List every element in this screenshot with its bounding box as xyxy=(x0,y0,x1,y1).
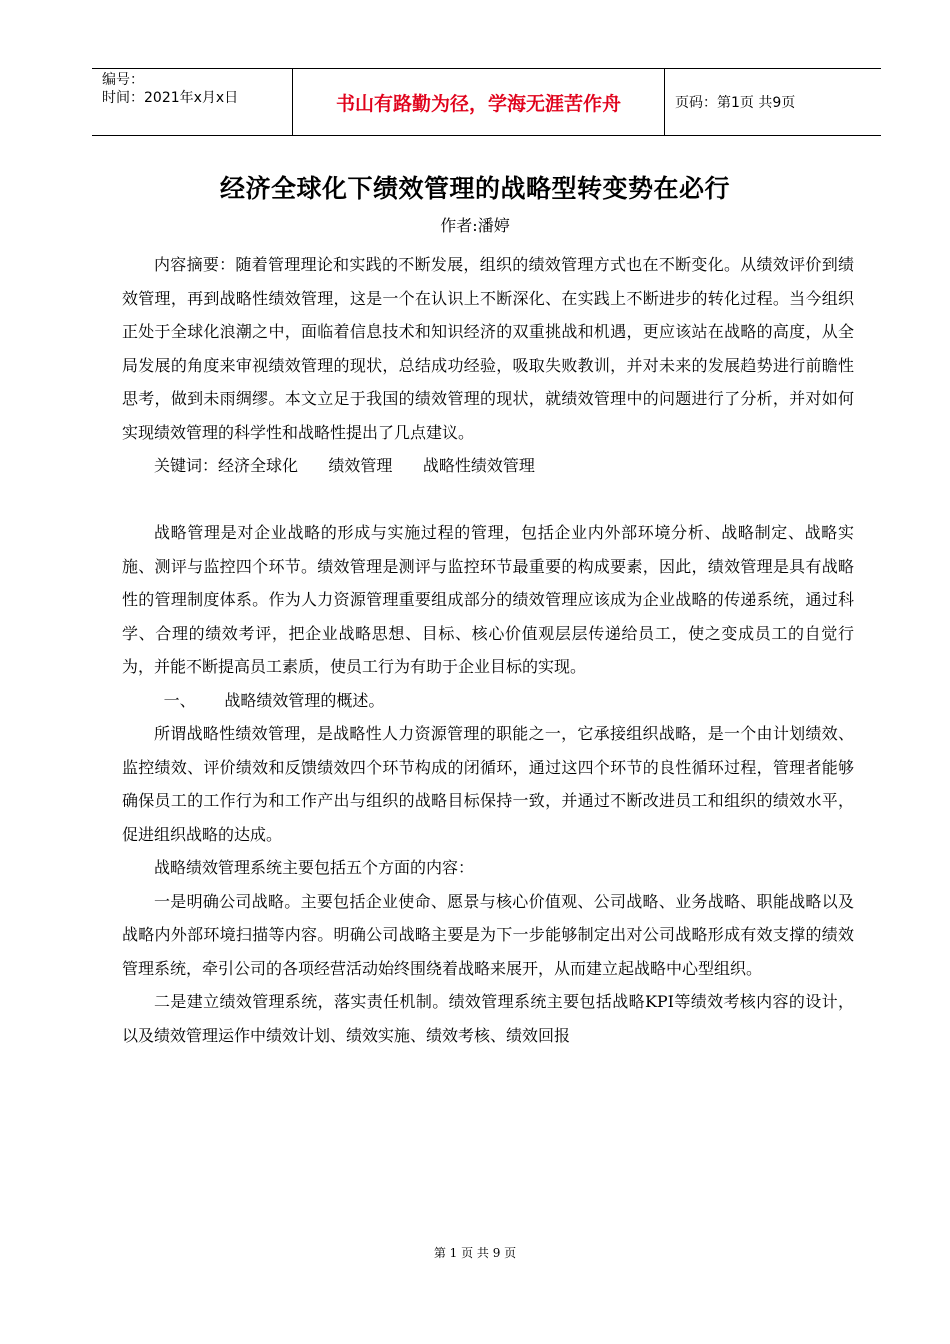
serial-label: 编号： xyxy=(102,72,144,88)
article-body xyxy=(122,248,854,1052)
keyword-item: 绩效管理 xyxy=(328,456,393,475)
five-aspects-paragraph: 战略绩效管理系统主要包括五个方面的内容： xyxy=(154,858,475,877)
header-motto-cell xyxy=(293,69,665,135)
point-one-paragraph: 一是明确公司战略。主要包括企业使命、愿景与核心价值观、公司战略、业务战略、职能战略以及战略内外部环境扫描等内容。明确公司战略主要是为下一步能够制定出对公司战略形成有效支撑的绩效管理系统，牵引公司的各项经营活动始终围绕着战略来展开，从而建立起战略中心型组织。 xyxy=(122,891,854,978)
keyword-item: 战略性绩效管理 xyxy=(422,456,535,475)
header-left-cell xyxy=(92,69,293,135)
motto-text: 书山有路勤为径，学海无涯苦作舟 xyxy=(335,92,621,115)
definition-paragraph: 所谓战略性绩效管理，是战略性人力资源管理的职能之一，它承接组织战略，是一个由计划绩效、监控绩效、评价绩效和反馈绩效四个环节构成的闭循环，通过这四个环节的良性循环过程，管理者能够确保员工的工作行为和工作产出与组织的战略目标保持一致，并通过不断改进员工和组织的绩效水平，促进组织战略的达成。 xyxy=(122,724,854,844)
article-author: 作者:潘婷 xyxy=(440,216,510,235)
keyword-item: 经济全球化 xyxy=(218,456,299,475)
keywords-label: 关键词： xyxy=(154,456,219,475)
keywords-line xyxy=(122,449,854,483)
section-heading xyxy=(122,684,854,718)
intro-paragraph: 战略管理是对企业战略的形成与实施过程的管理，包括企业内外部环境分析、战略制定、战略实施、测评与监控四个环节。绩效管理是测评与监控环节最重要的构成要素，因此，绩效管理是具有战略性的管理制度体系。作为人力资源管理重要组成部分的绩效管理应该成为企业战略的传递系统，通过科学、合理的绩效考评，把企业战略思想、目标、核心价值观层层传递给员工，使之变成员工的自觉行为，并能不断提高员工素质，使员工行为有助于企业目标的实现。 xyxy=(122,523,854,676)
blank-line xyxy=(122,483,854,517)
time-label: 时间：2021年x月x日 xyxy=(102,90,239,106)
header-page-cell xyxy=(665,69,881,135)
article-title: 经济全球化下绩效管理的战略型转变势在必行 xyxy=(219,174,730,203)
section-title: 战略绩效管理的概述。 xyxy=(224,690,385,710)
abstract-paragraph: 内容摘要：随着管理理论和实践的不断发展，组织的绩效管理方式也在不断变化。从绩效评价到绩效管理，再到战略性绩效管理，这是一个在认识上不断深化、在实践上不断进步的转化过程。当今组织正处于全球化浪潮之中，面临着信息技术和知识经济的双重挑战和机遇，更应该站在战略的高度，从全局发展的角度来审视绩效管理的现状，总结成功经验，吸取失败教训，并对未来的发展趋势进行前瞻性思考，做到未雨绸缪。本文立足于我国的绩效管理的现状，就绩效管理中的问题进行了分析，并对如何实现绩效管理的科学性和战略性提出了几点建议。 xyxy=(122,255,854,442)
section-number: 一、 xyxy=(163,690,196,710)
document-header xyxy=(92,68,881,136)
point-two-paragraph: 二是建立绩效管理系统，落实责任机制。绩效管理系统主要包括战略KPI等绩效考核内容的设计，以及绩效管理运作中绩效计划、绩效实施、绩效考核、绩效回报 xyxy=(122,992,854,1045)
header-page-label: 页码：第1页 共9页 xyxy=(675,95,796,111)
page-footer: 第 1 页 共 9 页 xyxy=(433,1246,517,1260)
